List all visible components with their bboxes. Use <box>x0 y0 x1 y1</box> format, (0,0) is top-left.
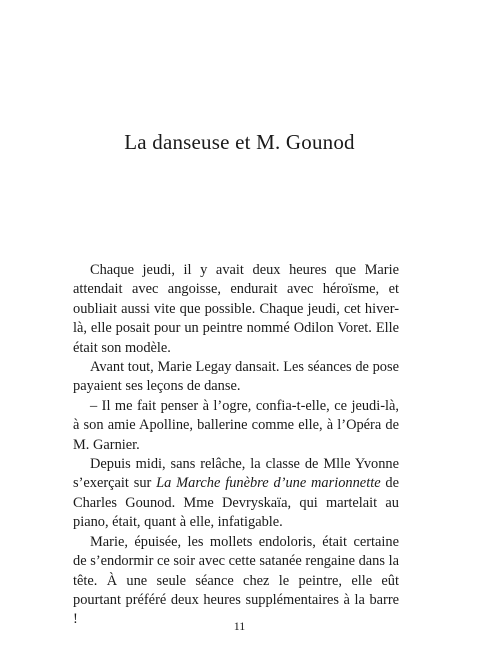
paragraph-1: Chaque jeudi, il y avait deux heures que Marie attendait avec angoisse, endurait avec héroïsme, et oubliait aussi vite que possible. Chaque jeudi, cet hiver-là, elle posait pour un peintre nommé Odilon Voret. Elle était son modèle. <box>73 262 399 356</box>
paragraph-4-text-after: de Charles Gounod. Mme Devryskaïa, qui martelait au piano, était, quant à elle, infatigable. <box>73 475 399 531</box>
page-number: 11 <box>233 619 246 633</box>
paragraph-3: – Il me fait penser à l’ogre, confia-t-elle, ce jeudi-là, à son amie Apolline, ballerine comme elle, à l’Opéra de M. Garnier. <box>73 397 399 453</box>
paragraph-5: Marie, épuisée, les mollets endoloris, était certaine de s’endormir ce soir avec cette satanée rengaine dans la tête. À une seule séance chez le peintre, elle eût pourtant préféré deux heures supplémentaires à la barre ! <box>73 533 399 628</box>
paragraph-2: Avant tout, Marie Legay dansait. Les séances de pose payaient ses leçons de danse. <box>73 359 399 395</box>
chapter-body <box>73 261 399 630</box>
chapter-title: La danseuse et M. Gounod <box>124 130 355 154</box>
paragraph-4 <box>73 455 399 533</box>
work-title: La Marche funèbre d’une marionnette <box>156 475 381 492</box>
paragraph-4-text-before: Depuis midi, sans relâche, la classe de Mlle Yvonne s’exerçait sur <box>73 456 399 492</box>
